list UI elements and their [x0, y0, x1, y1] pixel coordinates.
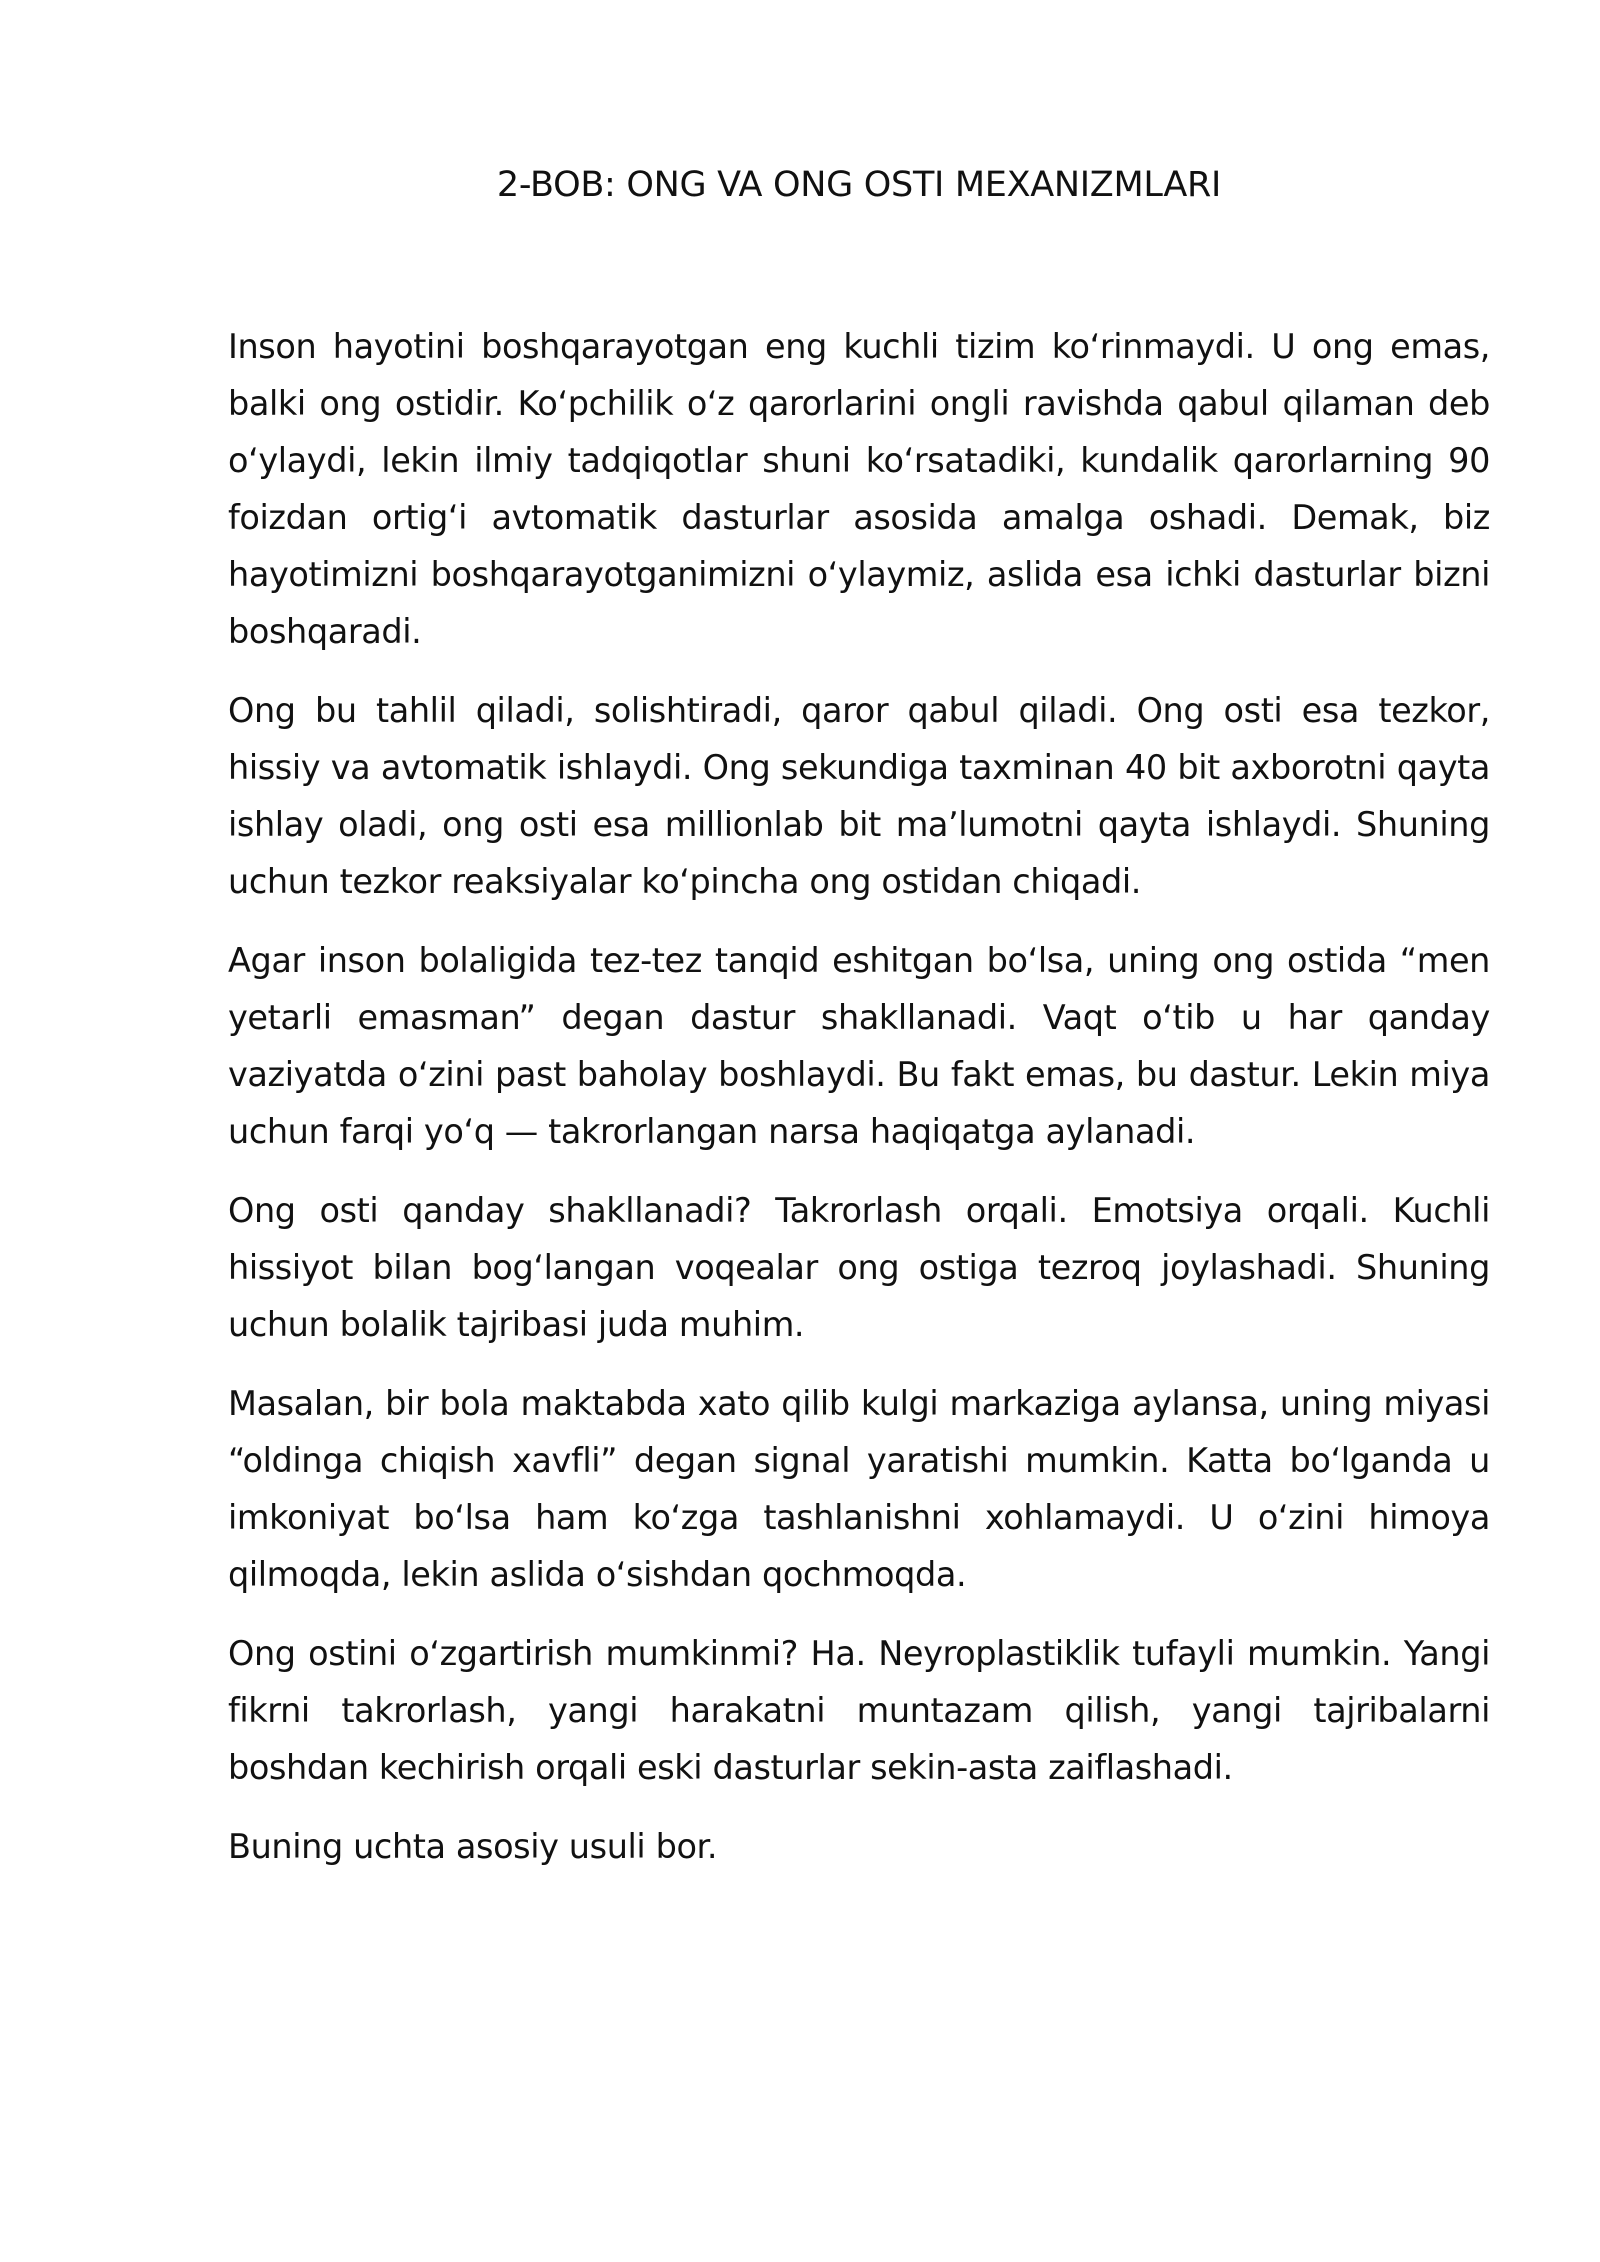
paragraph: Ong osti qanday shakllanadi? Takrorlash orqali. Emotsiya orqali. Kuchli hissiyot bilan bog‘langan voqealar ong ostiga tezroq joylashadi. Shuning uchun bolalik tajribasi juda muhim. [228, 1191, 1490, 1344]
paragraph: Inson hayotini boshqarayotgan eng kuchli tizim ko‘rinmaydi. U ong emas, balki ong ostidir. Ko‘pchilik o‘z qarorlarini ongli ravishda qabul qilaman deb o‘ylaydi, lekin ilmiy tadqiqotlar shuni ko‘rsatadiki, kundalik qarorlarning 90 foizdan ortig‘i avtomatik dasturlar asosida amalga oshadi. Demak, biz hayotimizni boshqarayotganimizni o‘ylaymiz, aslida esa ichki dasturlar bizni boshqaradi. [228, 327, 1490, 651]
paragraph: Ong bu tahlil qiladi, solishtiradi, qaror qabul qiladi. Ong osti esa tezkor, hissiy va avtomatik ishlaydi. Ong sekundiga taxminan 40 bit axborotni qayta ishlay oladi, ong osti esa millionlab bit ma’lumotni qayta ishlaydi. Shuning uchun tezkor reaksiyalar ko‘pincha ong ostidan chiqadi. [228, 691, 1490, 901]
paragraph: Agar inson bolaligida tez-tez tanqid eshitgan bo‘lsa, uning ong ostida “men yetarli emasman” degan dastur shakllanadi. Vaqt o‘tib u har qanday vaziyatda o‘zini past baholay boshlaydi. Bu fakt emas, bu dastur. Lekin miya uchun farqi yo‘q — takrorlangan narsa haqiqatga aylanadi. [228, 941, 1490, 1151]
chapter-title: 2-BOB: ONG VA ONG OSTI MEXANIZMLARI [496, 165, 1222, 205]
body-text [228, 318, 1490, 1897]
paragraph: Buning uchta asosiy usuli bor. [228, 1827, 718, 1866]
paragraph: Ong ostini o‘zgartirish mumkinmi? Ha. Neyroplastiklik tufayli mumkin. Yangi fikrni takrorlash, yangi harakatni muntazam qilish, yangi tajribalarni boshdan kechirish orqali eski dasturlar sekin-asta zaiflashadi. [228, 1634, 1490, 1787]
paragraph: Masalan, bir bola maktabda xato qilib kulgi markaziga aylansa, uning miyasi “oldinga chiqish xavfli” degan signal yaratishi mumkin. Katta bo‘lganda u imkoniyat bo‘lsa ham ko‘zga tashlanishni xohlamaydi. U o‘zini himoya qilmoqda, lekin aslida o‘sishdan qochmoqda. [228, 1384, 1490, 1594]
